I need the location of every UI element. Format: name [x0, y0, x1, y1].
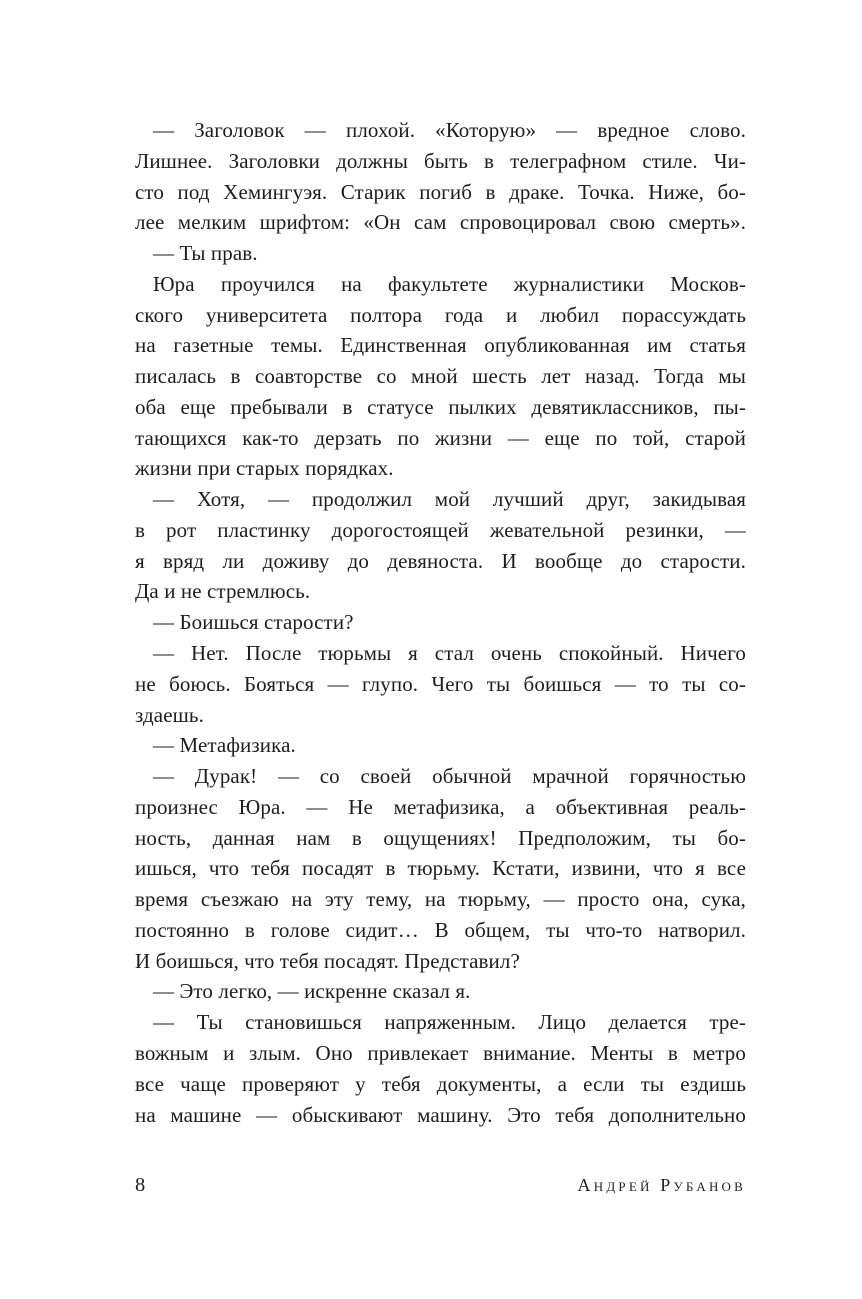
text-line: Да и не стремлюсь.: [135, 579, 311, 604]
text-line: оба еще пребывали в статусе пылких девятиклассников, пы-: [135, 394, 746, 419]
page-number: 8: [135, 1174, 146, 1196]
text-line: — Ты становишься напряженным. Лицо делается тре-: [153, 1010, 746, 1035]
text-line: И боишься, что тебя посадят. Представил?: [135, 948, 520, 973]
text-line: сто под Хемингуэя. Старик погиб в драке. Точка. Ниже, бо-: [135, 179, 746, 204]
paragraph: [135, 976, 746, 1007]
text-line: — Метафизика.: [153, 733, 296, 758]
text-line: все чаще проверяют у тебя документы, а если ты ездишь: [135, 1071, 746, 1096]
text-line: Юра проучился на факультете журналистики Москов-: [153, 271, 746, 296]
page-text: [135, 115, 746, 1130]
paragraph: [135, 730, 746, 761]
text-line: жизни при старых порядках.: [135, 456, 394, 481]
text-line: лее мелким шрифтом: «Он сам спровоцировал свою смерть».: [135, 210, 746, 235]
text-line: — Это легко, — искренне сказал я.: [153, 979, 471, 1004]
text-line: на машине — обыскивают машину. Это тебя дополнительно: [135, 1102, 746, 1127]
paragraph: [135, 484, 746, 607]
paragraph: [135, 761, 746, 976]
text-line: не боюсь. Бояться — глупо. Чего ты боишься — то ты со-: [135, 671, 746, 696]
text-line: тающихся как-то дерзать по жизни — еще по той, старой: [135, 425, 746, 450]
text-line: здаешь.: [135, 702, 204, 727]
paragraph: [135, 238, 746, 269]
text-line: постоянно в голове сидит… В общем, ты что-то натворил.: [135, 917, 746, 942]
text-line: Лишнее. Заголовки должны быть в телеграфном стиле. Чи-: [135, 148, 746, 173]
text-line: — Ты прав.: [153, 241, 258, 266]
text-line: — Заголовок — плохой. «Которую» — вредное слово.: [153, 118, 746, 142]
paragraph: [135, 1007, 746, 1130]
text-line: ского университета полтора года и любил порассуждать: [135, 302, 746, 327]
text-line: — Нет. После тюрьмы я стал очень спокойный. Ничего: [153, 641, 746, 666]
page-footer: [135, 1172, 746, 1198]
text-line: на газетные темы. Единственная опубликованная им статья: [135, 333, 746, 358]
running-title-author: Андрей Рубанов: [577, 1175, 746, 1195]
text-line: произнес Юра. — Не метафизика, а объективная реаль-: [135, 794, 746, 819]
text-line: вожным и злым. Оно привлекает внимание. Менты в метро: [135, 1040, 746, 1065]
text-line: в рот пластинку дорогостоящей жевательной резинки, —: [135, 517, 746, 542]
paragraph: [135, 607, 746, 638]
paragraph: [135, 115, 746, 238]
text-line: писалась в соавторстве со мной шесть лет назад. Тогда мы: [135, 364, 746, 389]
text-line: — Боишься старости?: [153, 610, 354, 635]
text-line: время съезжаю на эту тему, на тюрьму, — просто она, сука,: [135, 887, 746, 912]
paragraph: [135, 269, 746, 484]
text-line: я вряд ли доживу до девяноста. И вообще до старости.: [135, 548, 746, 573]
text-line: ность, данная нам в ощущениях! Предположим, ты бо-: [135, 825, 746, 850]
text-line: — Хотя, — продолжил мой лучший друг, закидывая: [153, 487, 746, 512]
text-line: — Дурак! — со своей обычной мрачной горячностью: [153, 764, 746, 789]
paragraph: [135, 638, 746, 730]
text-line: ишься, что тебя посадят в тюрьму. Кстати, извини, что я все: [135, 856, 746, 881]
